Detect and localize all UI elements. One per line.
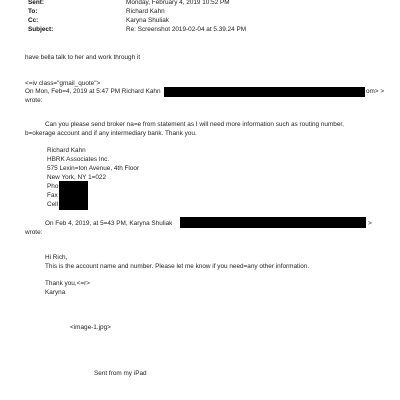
image-attachment-tag: <image-1.jpg> [70,324,111,331]
cc-value: Karyna Shuliak [126,17,169,24]
signature-address: 575 Lexin=ton Avenue, 4th Floor [47,165,140,172]
to-label: To: [28,8,38,15]
sent-from-line: Sent from my iPad [94,370,147,377]
quote-tag: <=iv class="gmail_quote"> [25,80,101,87]
on-line-karyna-end: > [368,220,372,227]
on-line-richard-end: om> > [366,88,385,95]
wrote-label: wrote: [25,97,43,104]
signature-company: HBRK Associates Inc. [47,156,110,163]
signature-city: New York, NY 1=022 [47,174,107,181]
request-line-2: b=okerage account and if any intermediary bank. Thank you. [25,130,197,137]
signature-fax: Fax [47,192,58,199]
signature-phone: Pho [47,183,59,190]
signature-cell: Cell [47,201,59,208]
account-line: This is the account name and number. Please let me know if you need=any other information. [45,263,310,270]
signature-name: Richard Kahn [47,147,86,154]
redaction-block [180,217,366,228]
cc-label: Cc: [28,17,39,24]
subject-value: Re: Screenshot 2019-02-04 at 5.39.24 PM [126,26,247,33]
wrote-label: wrote: [25,229,43,236]
redaction-block [59,181,88,210]
reply-text: have bella talk to her and work through it [25,54,141,61]
to-value: Richard Kahn [126,8,165,15]
subject-label: Subject: [28,26,54,33]
on-line-karyna: On Feb 4, 2019, at 5=43 PM, Karyna Shuliak [45,220,173,227]
on-line-richard: On Mon, Feb=4, 2019 at 5:47 PM Richard Kahn [25,88,161,95]
redaction-block [164,87,365,97]
request-line-1: Can you please send broker na=e from statement as I will need more information such as routing number, [45,121,344,128]
sent-value: Monday, February 4, 2019 10:52 PM [126,0,230,6]
greeting: Hi Rich, [45,254,68,261]
signoff-name: Karyna [45,289,66,296]
thanks-line: Thank you,<=r> [45,280,90,287]
sent-label: Sent: [28,0,44,6]
